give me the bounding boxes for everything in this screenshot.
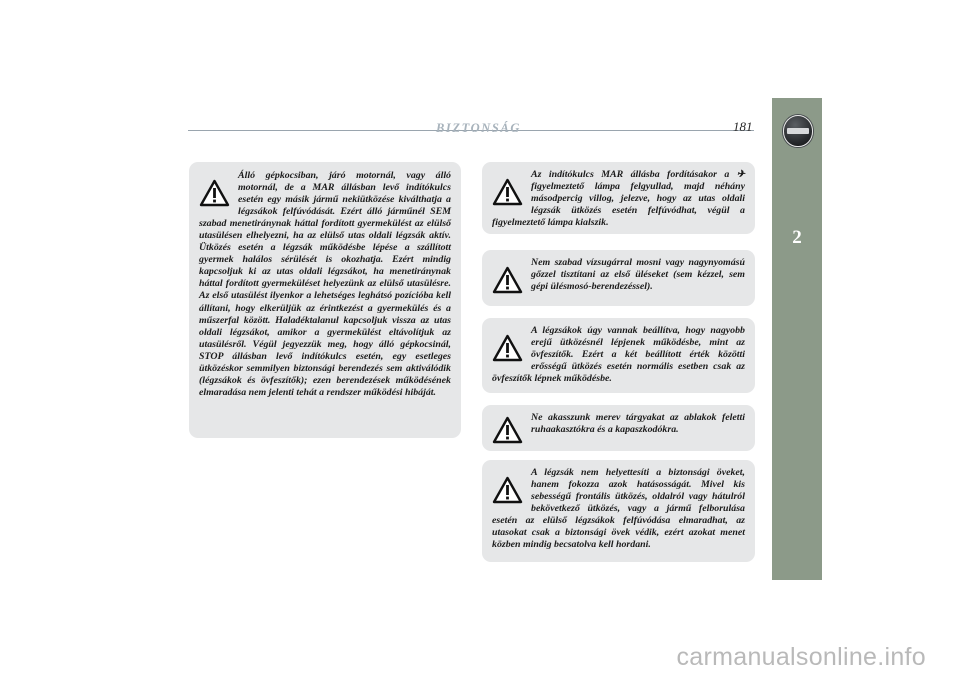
warning-text: Ne akasszunk merev tárgyakat az ablakok feletti ruhaakasztókra és a kapaszkodókra.: [531, 412, 745, 436]
warning-triangle-icon: [199, 179, 230, 207]
warning-card-right-4: [482, 405, 755, 451]
warning-text: Az indítókulcs MAR állásba fordításakor a ✈ figyelmeztető lámpa felgyullad, majd néhány másodpercig villog, jelezve, hogy az utas oldali légzsák ütközés esetén felfúvódhat, végül a figyelmeztető lámpa kialszik.: [492, 169, 745, 229]
warning-text: A légzsák nem helyettesíti a biztonsági öveket, hanem fokozza azok hatásosságát. Mivel kis sebességű frontális ütközés, oldalról vagy hátulról bekövetkező ütközés, vagy a jármű felborulása esetén az elülső légzsákok felfúvódása elmaradhat, az utasokat csak a biztonsági övek védik, ezért azokat menet közben mindig becsatolva kell hordani.: [492, 467, 745, 551]
warning-card-right-2: [482, 250, 755, 306]
warning-card-right-1: [482, 162, 755, 234]
warning-triangle-icon: [492, 476, 523, 504]
chapter-number: 2: [792, 227, 802, 248]
warning-text: Nem szabad vízsugárral mosni vagy nagynyomású gőzzel tisztítani az első üléseket (sem kézzel, sem gépi ülésmosó-berendezéssel).: [531, 257, 745, 293]
warning-text: A légzsákok úgy vannak beállítva, hogy nagyobb erejű ütközésnél lépjenek működésbe, mint az övfeszítők. Ezért a két beállított érték közötti erősségű ütközés esetén normális esetben csak az övfeszítők lépnek működésbe.: [492, 325, 745, 385]
chapter-side-tab: [772, 98, 822, 580]
warning-triangle-icon: [492, 416, 523, 444]
warning-triangle-icon: [492, 178, 523, 206]
warning-card-right-3: [482, 318, 755, 393]
warning-card-left: [189, 162, 461, 438]
page-number: 181: [733, 119, 753, 134]
warning-text: Álló gépkocsiban, járó motornál, vagy álló motornál, de a MAR állásban levő indítókulcs esetén egy másik jármű nekiütközése kiválthatja a légzsákok felfúvódását. Ezért álló járműnél SEM szabad menetiránynak háttal fordított gyermekülést az elülső utasülésen elhelyezni, ha az elülső utas oldali légzsák aktív. Ütközés esetén a légzsák működésbe lépése a szállított gyermek halálos sérülését is okozhatja. Ezért mindig kapcsoljuk ki az utas oldali légzsákot, ha menetiránynak háttal fordított gyermeküléset helyezünk az elülső utasülésre. Az első utasülést ilyenkor a lehetséges leghátsó pozícióba kell állítani, hogy elkerüljük az érintkezést a gyermekülés és a műszerfal között. Haladéktalanul kapcsoljuk vissza az utas oldali légzsákot, amikor a gyermekülést eltávolítjuk az utasülésről. Végül jegyezzük meg, hogy álló gépkocsinál, STOP állásban levő indítókulcs esetén, egy esetleges ütközéskor semmilyen biztonsági berendezés sem aktiválódik (légzsákok és övfeszítők); ezen berendezések működésének elmaradása nem jelenti tehát a rendszer működési hibáját.: [199, 170, 451, 398]
warning-triangle-icon: [492, 266, 523, 294]
warning-card-right-5: [482, 460, 755, 562]
section-title: BIZTONSÁG: [436, 121, 522, 135]
lancia-logo-badge: [783, 115, 813, 147]
warning-triangle-icon: [492, 334, 523, 362]
watermark: carmanualsonline.info: [676, 643, 926, 671]
